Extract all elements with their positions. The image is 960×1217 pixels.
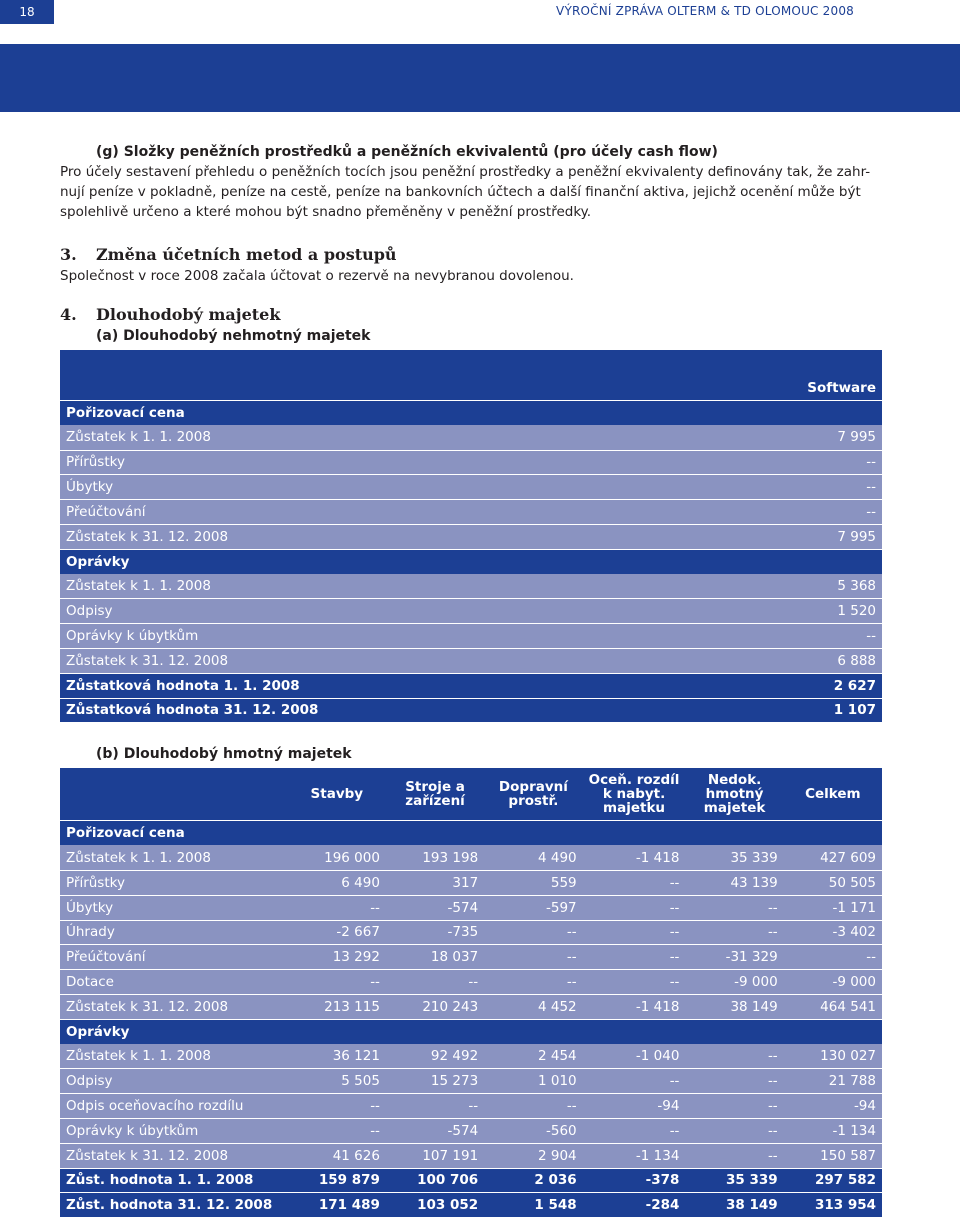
row-value: -- (690, 499, 882, 524)
row-label: Odpisy (60, 1068, 288, 1093)
row-label: Oprávky k úbytkům (60, 1118, 288, 1143)
column-header-line: majetku (603, 800, 666, 817)
section-4b-subtitle: (b) Dlouhodobý hmotný majetek (96, 746, 352, 763)
row-value: 1 107 (690, 698, 882, 723)
column-header-line: zařízení (405, 793, 465, 810)
row-value: 6 490 (288, 870, 386, 895)
column-header-line: Dopravní (498, 779, 568, 796)
section-row (60, 549, 882, 574)
row-value: 559 (484, 870, 582, 895)
column-header (386, 768, 484, 820)
section-row (60, 1019, 882, 1044)
section-3-text: Společnost v roce 2008 začala účtovat o rezervě na nevybranou dovolenou. (60, 268, 574, 284)
table-row (60, 598, 882, 623)
row-value: -31 329 (685, 944, 783, 969)
row-value: 196 000 (288, 845, 386, 870)
header-spacer (60, 768, 288, 820)
row-label: Přírůstky (60, 870, 288, 895)
table-header-row (60, 350, 882, 400)
row-label: Zůstatek k 31. 12. 2008 (60, 648, 690, 673)
row-label: Odpis oceňovacího rozdílu (60, 1093, 288, 1118)
tangible-assets-table (60, 768, 882, 1217)
table-row (60, 1118, 882, 1143)
row-value: -- (685, 1143, 783, 1168)
row-value: 150 587 (784, 1143, 882, 1168)
row-value: 2 627 (690, 673, 882, 698)
row-value: -- (583, 1118, 686, 1143)
table-row (60, 870, 882, 895)
row-value: 18 037 (386, 944, 484, 969)
row-value: 1 010 (484, 1068, 582, 1093)
table-row (60, 450, 882, 475)
row-value: -735 (386, 920, 484, 945)
row-value: -- (685, 1044, 783, 1069)
table-row (60, 574, 882, 599)
table-row (60, 1168, 882, 1193)
section-g-line-2: nují peníze v pokladně, peníze na cestě, peníze na bankovních účtech a další finanční aktiva, jejichž ocenění může být (60, 184, 861, 200)
table-row (60, 845, 882, 870)
column-header (685, 768, 783, 820)
column-header (288, 768, 386, 820)
row-value: -- (583, 944, 686, 969)
section-3-heading (60, 244, 884, 266)
row-value: -- (484, 920, 582, 945)
table-row (60, 1068, 882, 1093)
row-value: -- (386, 969, 484, 994)
row-label: Zůst. hodnota 1. 1. 2008 (60, 1168, 288, 1193)
row-value: -- (685, 1118, 783, 1143)
row-value: 35 339 (685, 1168, 783, 1193)
row-value: -2 667 (288, 920, 386, 945)
row-value: 130 027 (784, 1044, 882, 1069)
row-value: 21 788 (784, 1068, 882, 1093)
row-value: 213 115 (288, 994, 386, 1019)
row-value: -- (288, 969, 386, 994)
row-value: 41 626 (288, 1143, 386, 1168)
intangible-assets-table (60, 350, 882, 722)
section-4-title: Dlouhodobý majetek (96, 305, 281, 324)
table-row (60, 1044, 882, 1069)
row-value: -- (484, 969, 582, 994)
section-label: Pořizovací cena (60, 820, 882, 845)
row-value: -- (685, 895, 783, 920)
row-value: -- (685, 1068, 783, 1093)
row-value: 38 149 (685, 994, 783, 1019)
row-label: Zůstatek k 1. 1. 2008 (60, 1044, 288, 1069)
row-label: Zůstatek k 1. 1. 2008 (60, 425, 690, 450)
column-header-line: prostř. (508, 793, 559, 810)
row-value: -- (685, 1093, 783, 1118)
header-spacer (60, 350, 690, 400)
row-value: -1 134 (784, 1118, 882, 1143)
section-label: Oprávky (60, 1019, 882, 1044)
row-label: Zůstatek k 31. 12. 2008 (60, 524, 690, 549)
row-label: Zůstatek k 1. 1. 2008 (60, 845, 288, 870)
row-value: -9 000 (685, 969, 783, 994)
row-value: 13 292 (288, 944, 386, 969)
row-value: -574 (386, 1118, 484, 1143)
table-header-row (60, 768, 882, 820)
row-value: 5 505 (288, 1068, 386, 1093)
section-g-title: (g) Složky peněžních prostředků a peněžních ekvivalentů (pro účely cash flow) (96, 144, 718, 160)
row-label: Zůstatek k 1. 1. 2008 (60, 574, 690, 599)
row-value: 43 139 (685, 870, 783, 895)
row-value: 1 520 (690, 598, 882, 623)
row-label: Přeúčtování (60, 499, 690, 524)
column-header-line: Celkem (805, 786, 861, 803)
table-row (60, 1093, 882, 1118)
row-label: Zůstatková hodnota 1. 1. 2008 (60, 673, 690, 698)
column-header-line: k nabyt. (602, 786, 666, 803)
section-3-title: Změna účetních metod a postupů (96, 245, 397, 264)
row-value: -378 (583, 1168, 686, 1193)
row-value: -597 (484, 895, 582, 920)
row-value: 50 505 (784, 870, 882, 895)
row-value: 15 273 (386, 1068, 484, 1093)
row-value: -- (288, 895, 386, 920)
row-value: -- (288, 1118, 386, 1143)
row-value: 2 454 (484, 1044, 582, 1069)
row-value: 317 (386, 870, 484, 895)
table-row (60, 994, 882, 1019)
table-row (60, 673, 882, 698)
row-label: Dotace (60, 969, 288, 994)
row-value: -- (484, 944, 582, 969)
row-label: Přeúčtování (60, 944, 288, 969)
page-number: 18 (0, 0, 54, 24)
row-value: -3 402 (784, 920, 882, 945)
section-3-number: 3. (60, 245, 77, 264)
running-title: VÝROČNÍ ZPRÁVA OLTERM & TD OLOMOUC 2008 (556, 4, 854, 18)
row-label: Zůstatková hodnota 31. 12. 2008 (60, 698, 690, 723)
row-value: -9 000 (784, 969, 882, 994)
row-value: 36 121 (288, 1044, 386, 1069)
row-value: -- (685, 920, 783, 945)
row-value: -1 418 (583, 845, 686, 870)
section-row (60, 820, 882, 845)
row-value: -1 171 (784, 895, 882, 920)
column-header (484, 768, 582, 820)
row-label: Zůstatek k 31. 12. 2008 (60, 1143, 288, 1168)
table-row (60, 648, 882, 673)
table-row (60, 623, 882, 648)
row-value: -- (583, 920, 686, 945)
column-header (784, 768, 882, 820)
row-value: -- (784, 944, 882, 969)
table-row (60, 895, 882, 920)
row-label: Zůst. hodnota 31. 12. 2008 (60, 1192, 288, 1217)
row-label: Úbytky (60, 474, 690, 499)
row-value: 100 706 (386, 1168, 484, 1193)
row-value: 4 452 (484, 994, 582, 1019)
section-4-heading (60, 304, 884, 326)
row-value: -1 040 (583, 1044, 686, 1069)
row-value: -284 (583, 1192, 686, 1217)
row-label: Úhrady (60, 920, 288, 945)
row-value: 297 582 (784, 1168, 882, 1193)
table-row (60, 1143, 882, 1168)
row-value: 2 036 (484, 1168, 582, 1193)
section-4a-subtitle: (a) Dlouhodobý nehmotný majetek (96, 328, 371, 344)
row-value: 427 609 (784, 845, 882, 870)
row-value: 313 954 (784, 1192, 882, 1217)
row-value: -- (583, 870, 686, 895)
row-value: -- (386, 1093, 484, 1118)
row-value: 38 149 (685, 1192, 783, 1217)
section-4-number: 4. (60, 305, 77, 324)
column-header-line: Nedok. (707, 772, 762, 789)
row-value: -560 (484, 1118, 582, 1143)
row-value: -94 (784, 1093, 882, 1118)
row-value: 5 368 (690, 574, 882, 599)
row-value: 4 490 (484, 845, 582, 870)
page-content (60, 142, 884, 1217)
row-value: 35 339 (685, 845, 783, 870)
row-value: 159 879 (288, 1168, 386, 1193)
section-row (60, 400, 882, 425)
row-value: -- (484, 1093, 582, 1118)
table-row (60, 425, 882, 450)
column-header-line: hmotný (705, 786, 764, 803)
row-value: -- (288, 1093, 386, 1118)
column-header-line: Oceň. rozdíl (588, 772, 680, 789)
row-label: Oprávky k úbytkům (60, 623, 690, 648)
table-row (60, 524, 882, 549)
row-value: 464 541 (784, 994, 882, 1019)
row-label: Zůstatek k 31. 12. 2008 (60, 994, 288, 1019)
row-value: -574 (386, 895, 484, 920)
row-value: -- (583, 1068, 686, 1093)
row-value: -- (690, 623, 882, 648)
column-header-software: Software (690, 350, 882, 400)
row-value: -94 (583, 1093, 686, 1118)
table-row (60, 474, 882, 499)
row-value: 6 888 (690, 648, 882, 673)
row-value: 193 198 (386, 845, 484, 870)
table-row (60, 1192, 882, 1217)
row-value: -- (690, 450, 882, 475)
row-label: Odpisy (60, 598, 690, 623)
table-row (60, 944, 882, 969)
header-banner (0, 44, 960, 112)
section-g-line-1: Pro účely sestavení přehledu o peněžních tocích jsou peněžní prostředky a peněžní ekvivalenty definovány tak, že zahr- (60, 164, 871, 180)
table-row (60, 920, 882, 945)
row-value: -- (583, 969, 686, 994)
row-value: 171 489 (288, 1192, 386, 1217)
row-value: 103 052 (386, 1192, 484, 1217)
row-value: 7 995 (690, 425, 882, 450)
column-header-line: Stroje a (405, 779, 465, 796)
table-row (60, 499, 882, 524)
column-header-line: Stavby (310, 786, 364, 803)
section-g-line-3: spolehlivě určeno a které mohou být snadno přeměněny v peněžní prostředky. (60, 204, 592, 220)
row-value: -- (690, 474, 882, 499)
section-label: Oprávky (60, 549, 882, 574)
row-value: -1 418 (583, 994, 686, 1019)
section-label: Pořizovací cena (60, 400, 882, 425)
row-value: 92 492 (386, 1044, 484, 1069)
row-value: -- (583, 895, 686, 920)
row-label: Přírůstky (60, 450, 690, 475)
table-row (60, 969, 882, 994)
row-label: Úbytky (60, 895, 288, 920)
row-value: 107 191 (386, 1143, 484, 1168)
table-row (60, 698, 882, 723)
column-header (583, 768, 686, 820)
row-value: 1 548 (484, 1192, 582, 1217)
page-header (0, 0, 960, 24)
row-value: 2 904 (484, 1143, 582, 1168)
row-value: -1 134 (583, 1143, 686, 1168)
row-value: 7 995 (690, 524, 882, 549)
row-value: 210 243 (386, 994, 484, 1019)
column-header-line: majetek (703, 800, 766, 817)
